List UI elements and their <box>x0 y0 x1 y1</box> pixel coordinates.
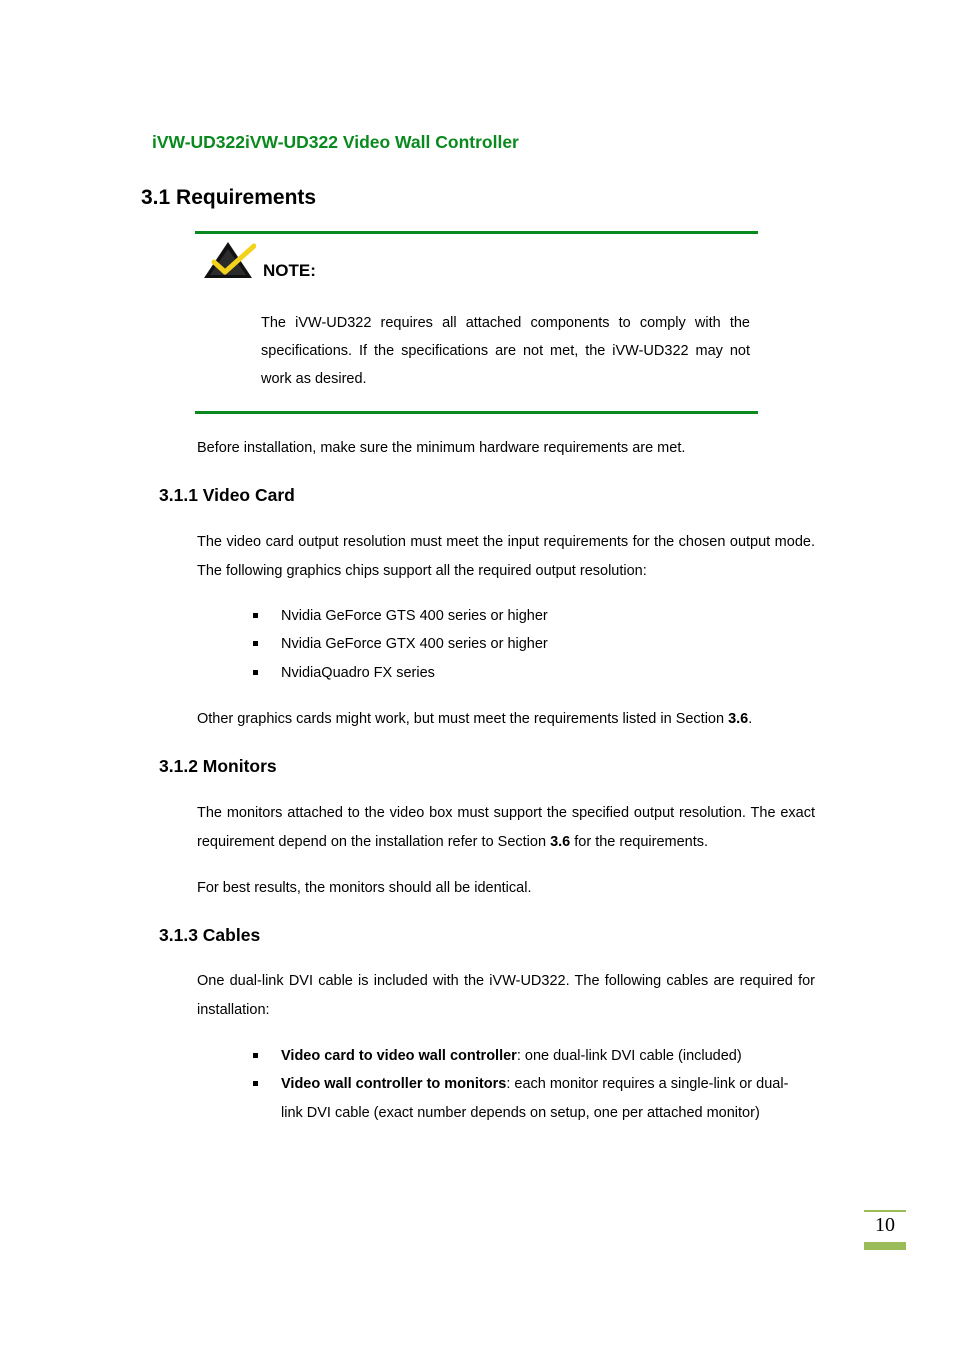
paragraph-text: for the requirements. <box>570 833 709 850</box>
video-card-paragraph: The video card output resolution must meet the input requirements for the chosen output mode. The following graphics chips support all the required output resolution: <box>197 534 815 579</box>
list-item-term: Video wall controller to monitors <box>281 1076 507 1093</box>
paragraph-text: . <box>748 711 753 727</box>
page-number-tab <box>864 1210 906 1250</box>
cables-heading: 3.1.3 Cables <box>159 925 261 945</box>
monitors-identical-paragraph: For best results, the monitors should all be identical. <box>197 880 532 896</box>
list-item-term: Video card to video wall controller <box>281 1048 517 1064</box>
section-reference: 3.6 <box>550 833 571 850</box>
cables-paragraph: One dual-link DVI cable is included with the iVW-UD322. The following cables are required for installation: <box>197 973 815 1018</box>
monitors-heading: 3.1.2 Monitors <box>159 756 277 776</box>
video-card-list <box>252 602 812 687</box>
list-item-desc: : each monitor requires a single-link or dual-link DVI cable (exact number depends on setup, one per attached monitor) <box>281 1076 789 1121</box>
page-tab-top-bar <box>864 1210 906 1212</box>
paragraph-text: The monitors attached to the video box must support the specified output resolution. The exact requirement depend on the installation refer to Section <box>197 805 815 850</box>
note-top-rule <box>195 231 758 234</box>
intro-paragraph: Before installation, make sure the minimum hardware requirements are met. <box>197 440 686 456</box>
list-item <box>252 1042 792 1070</box>
page-number: 10 <box>875 1214 895 1236</box>
list-item: Nvidia GeForce GTX 400 series or higher <box>252 630 812 658</box>
monitors-paragraph <box>197 799 815 856</box>
video-card-heading: 3.1.1 Video Card <box>159 485 295 505</box>
list-item-desc: : one dual-link DVI cable (included) <box>516 1048 742 1064</box>
list-item: Nvidia GeForce GTS 400 series or higher <box>252 602 812 630</box>
running-header: iVW-UD322iVW-UD322 Video Wall Controller <box>152 132 519 152</box>
note-label: NOTE: <box>263 261 316 280</box>
note-bottom-rule <box>195 411 758 414</box>
paragraph-text: Other graphics cards might work, but must meet the requirements listed in Section <box>197 711 729 727</box>
page-tab-bottom-bar <box>864 1242 906 1250</box>
cables-list <box>252 1042 792 1127</box>
list-item <box>252 1070 792 1127</box>
note-body: The iVW-UD322 requires all attached components to comply with the specifications. If the specifications are not met, the iVW-UD322 may not work as desired. <box>261 315 750 387</box>
list-item: NvidiaQuadro FX series <box>252 659 812 687</box>
section-title: 3.1 Requirements <box>141 186 317 209</box>
section-reference: 3.6 <box>728 711 749 727</box>
video-card-note-paragraph <box>197 705 815 734</box>
check-warning-icon <box>204 240 256 280</box>
